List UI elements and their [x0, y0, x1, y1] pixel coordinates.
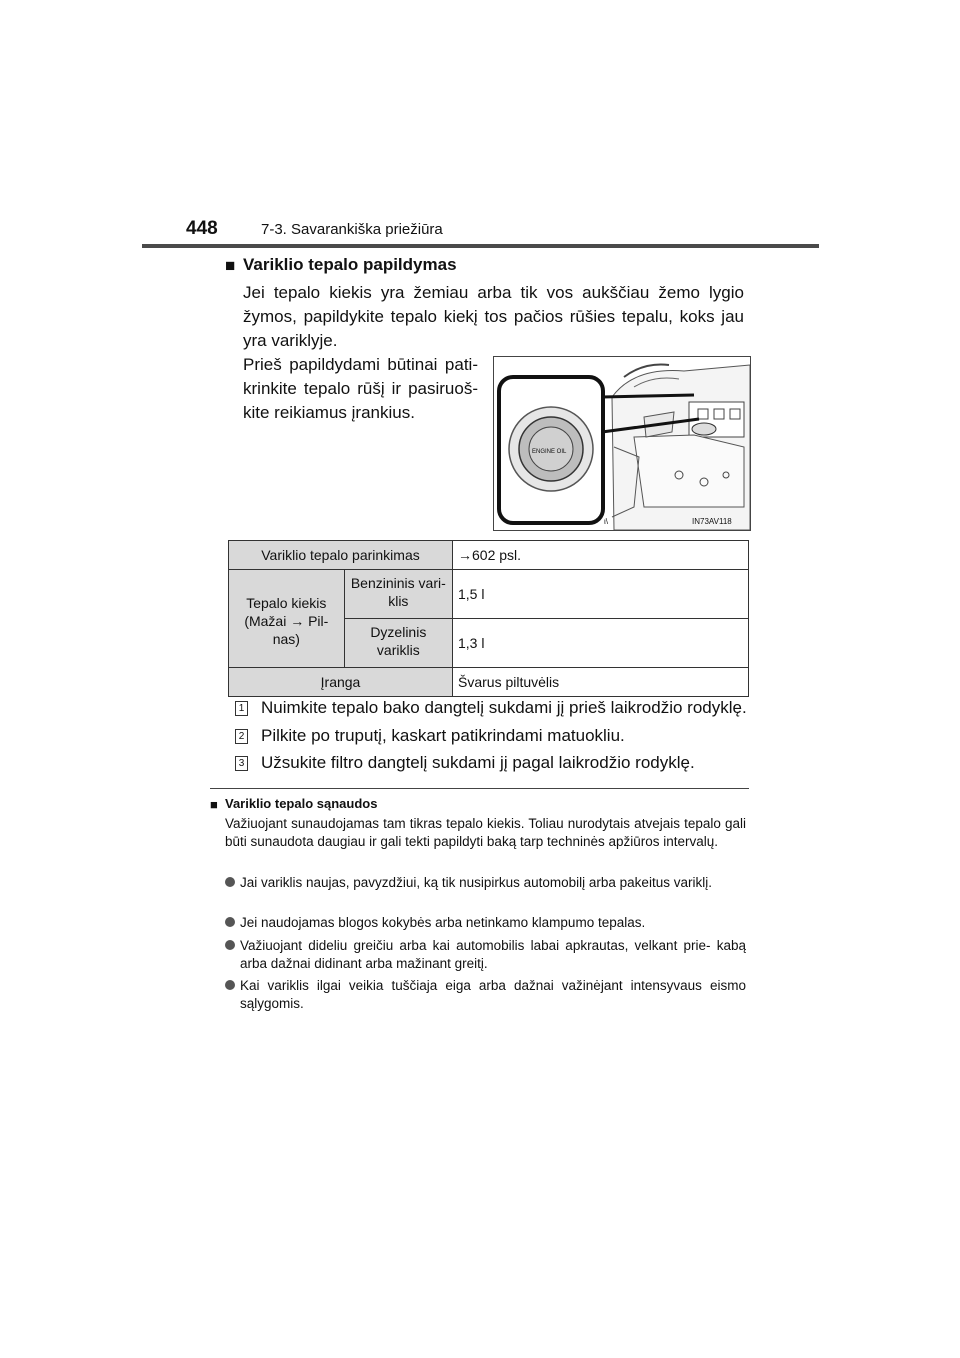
- engine-bay-drawing: [494, 357, 750, 530]
- page-number: 448: [186, 218, 218, 239]
- step-number-badge: 2: [235, 729, 248, 744]
- preparation-paragraph: Prieš papildydami būtinai pati- krinkite tepalo rūšį ir pasiruoš- kite reikiamus įrankius.: [243, 355, 478, 422]
- step-text: Nuimkite tepalo bako dangtelį sukdami jį prieš laikrodžio rodyklę.: [261, 698, 747, 717]
- table-row: [229, 570, 749, 619]
- intro-paragraph: Jei tepalo kiekis yra žemiau arba tik vos aukščiau žemo lygio žymos, papildykite tepalo kiekį tos pačios rūšies tepalu, koks jau yra variklyje.: [243, 283, 744, 350]
- table-row: [229, 541, 749, 570]
- list-item: [225, 977, 746, 1013]
- heading-bullet-icon: ■: [210, 797, 218, 812]
- list-item-text: Jai variklis naujas, pavyzdžiui, ką tik nusipirkus automobilį arba pakeitus variklį.: [240, 875, 712, 890]
- oil-selection-label: Variklio tepalo parinkimas: [229, 541, 453, 570]
- step-number-badge: 1: [235, 701, 248, 716]
- equipment-label: Įranga: [229, 668, 453, 697]
- oil-selection-value: →602 psl.: [453, 541, 749, 570]
- diesel-quantity-value: 1,3 l: [453, 619, 749, 668]
- list-item-text: Kai variklis ilgai veikia tuščiaja eiga arba dažnai važinėjant intensyvaus eismo sąlygomis.: [240, 978, 746, 1011]
- equipment-value: Švarus piltuvėlis: [453, 668, 749, 697]
- bullet-icon: [225, 940, 235, 950]
- step-text: Užsukite filtro dangtelį sukdami jį pagal laikrodžio rodyklę.: [261, 753, 695, 772]
- oil-cap-label: ENGINE OIL: [532, 449, 567, 455]
- list-item: [225, 874, 746, 910]
- bullet-icon: [225, 980, 235, 990]
- petrol-engine-label: Benzininis vari- klis: [344, 570, 452, 619]
- diesel-engine-label: Dyzelinis variklis: [344, 619, 452, 668]
- petrol-quantity-value: 1,5 l: [453, 570, 749, 619]
- consumption-heading: Variklio tepalo sąnaudos: [225, 796, 378, 811]
- list-item: [225, 914, 746, 932]
- illustration-mark: ι\: [604, 517, 608, 526]
- bullet-icon: [225, 917, 235, 927]
- bullet-icon: [225, 877, 235, 887]
- step-text: Pilkite po truputį, kaskart patikrindami matuokliu.: [261, 726, 625, 745]
- table-row: [229, 668, 749, 697]
- heading-bullet-icon: ■: [225, 256, 236, 275]
- section-divider: [210, 788, 749, 789]
- list-item-text: Važiuojant dideliu greičiu arba kai automobilis labai apkrautas, velkant prie- kabą arba dažnai didinant arba mažinant greitį.: [240, 938, 746, 971]
- consumption-paragraph: Važiuojant sunaudojamas tam tikras tepalo kiekis. Toliau nurodytais atvejais tepalo gali būti sunaudota daugiau ir gali tekti papildyti baką tarp techninės apžiūros intervalų.: [225, 816, 746, 849]
- illustration-code: IN73AV118: [692, 517, 732, 526]
- oil-cap-illustration: [493, 356, 751, 531]
- list-item: [225, 937, 746, 973]
- oil-quantity-label: Tepalo kiekis (Mažai → Pil- nas): [229, 570, 345, 668]
- section-title: 7-3. Savarankiška priežiūra: [261, 221, 443, 238]
- section-heading: Variklio tepalo papildymas: [243, 255, 457, 274]
- header-divider: [142, 244, 819, 248]
- oil-spec-table: [228, 540, 749, 697]
- step-number-badge: 3: [235, 756, 248, 771]
- list-item-text: Jei naudojamas blogos kokybės arba netinkamo klampumo tepalas.: [240, 915, 646, 930]
